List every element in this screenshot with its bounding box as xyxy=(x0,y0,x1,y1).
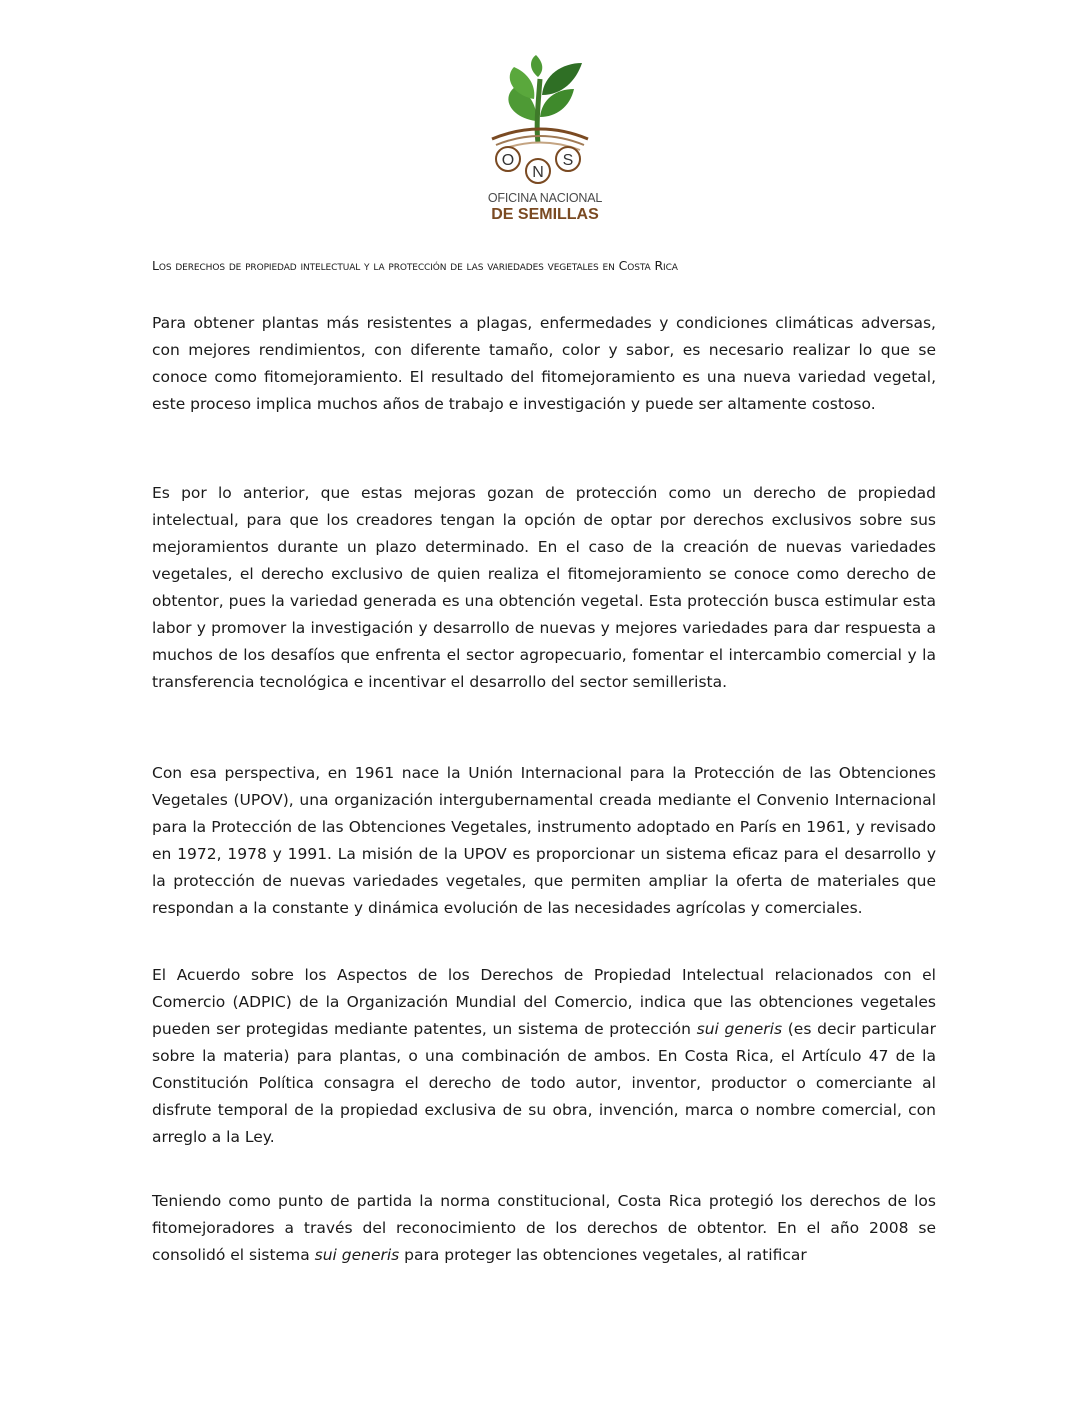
paragraph-4 xyxy=(152,962,936,1151)
logo-letter-o: O xyxy=(501,152,515,169)
paragraph-5-italic: sui generis xyxy=(314,1246,400,1264)
logo-name-line2: DE SEMILLAS xyxy=(491,206,599,223)
paragraph-3: Con esa perspectiva, en 1961 nace la Unión Internacional para la Protección de las Obtenciones Vegetales (UPOV), una organización intergubernamental creada mediante el Convenio Internacional para la Protección de las Obtenciones Vegetales, instrumento adoptado en París en 1961, y revisado en 1972, 1978 y 1991. La misión de la UPOV es proporcionar un sistema eficaz para el desarrollo y la protección de nuevas variedades vegetales, que permiten ampliar la oferta de materiales que respondan a la constante y dinámica evolución de las necesidades agrícolas y comerciales. xyxy=(152,764,936,917)
paragraph-5-text-a: Teniendo como punto de partida la norma constitucional, Costa Rica protegió los derechos de los fitomejoradores a través del reconocimiento de los derechos de obtentor. En el año 2008 se consolidó el sistema xyxy=(152,1192,936,1264)
paragraph-4-italic: sui generis xyxy=(696,1020,783,1038)
paragraph-2: Es por lo anterior, que estas mejoras gozan de protección como un derecho de propiedad intelectual, para que los creadores tengan la opción de optar por derechos exclusivos sobre sus mejoramientos durante un plazo determinado. En el caso de la creación de nuevas variedades vegetales, el derecho exclusivo de quien realiza el fitomejoramiento se conoce como derecho de obtentor, pues la variedad generada es una obtención vegetal. Esta protección busca estimular esta labor y promover la investigación y desarrollo de nuevas y mejores variedades para dar respuesta a muchos de los desafíos que enfrenta el sector agropecuario, fomentar el intercambio comercial y la transferencia tecnológica e incentivar el desarrollo del sector semillerista. xyxy=(152,484,936,691)
seedling-icon xyxy=(478,55,612,189)
paragraph-4-text-a: El Acuerdo sobre los Aspectos de los Derechos de Propiedad Intelectual relacionados con el Comercio (ADPIC) de la Organización Mundial del Comercio, indica que las obtenciones vegetales pueden ser protegidas mediante patentes, un sistema de protección xyxy=(152,966,936,1038)
logo-letter-n: N xyxy=(532,164,544,181)
paragraph-1: Para obtener plantas más resistentes a plagas, enfermedades y condiciones climáticas adversas, con mejores rendimientos, con diferente tamaño, color y sabor, es necesario realizar lo que se conoce como fitomejoramiento. El resultado del fitomejoramiento es una nueva variedad vegetal, este proceso implica muchos años de trabajo e investigación y puede ser altamente costoso. xyxy=(152,314,936,413)
logo-letter-s: S xyxy=(562,152,574,169)
logo-name-line1: OFICINA NACIONAL xyxy=(487,191,603,205)
paragraph-4-text-b: (es decir particular sobre la materia) para plantas, o una combinación de ambos. En Costa Rica, el Artículo 47 de la Constitución Política consagra el derecho de todo autor, inventor, productor o comerciante al disfrute temporal de la propiedad exclusiva de su obra, invención, marca o nombre comercial, con arreglo a la Ley. xyxy=(152,1020,937,1146)
document-title: Los derechos de propiedad intelectual y la protección de las variedades vegetales en Costa Rica xyxy=(152,258,678,273)
paragraph-5-text-b: para proteger las obtenciones vegetales, al ratificar xyxy=(399,1246,807,1264)
paragraph-5 xyxy=(152,1188,936,1269)
ons-logo xyxy=(470,55,620,230)
